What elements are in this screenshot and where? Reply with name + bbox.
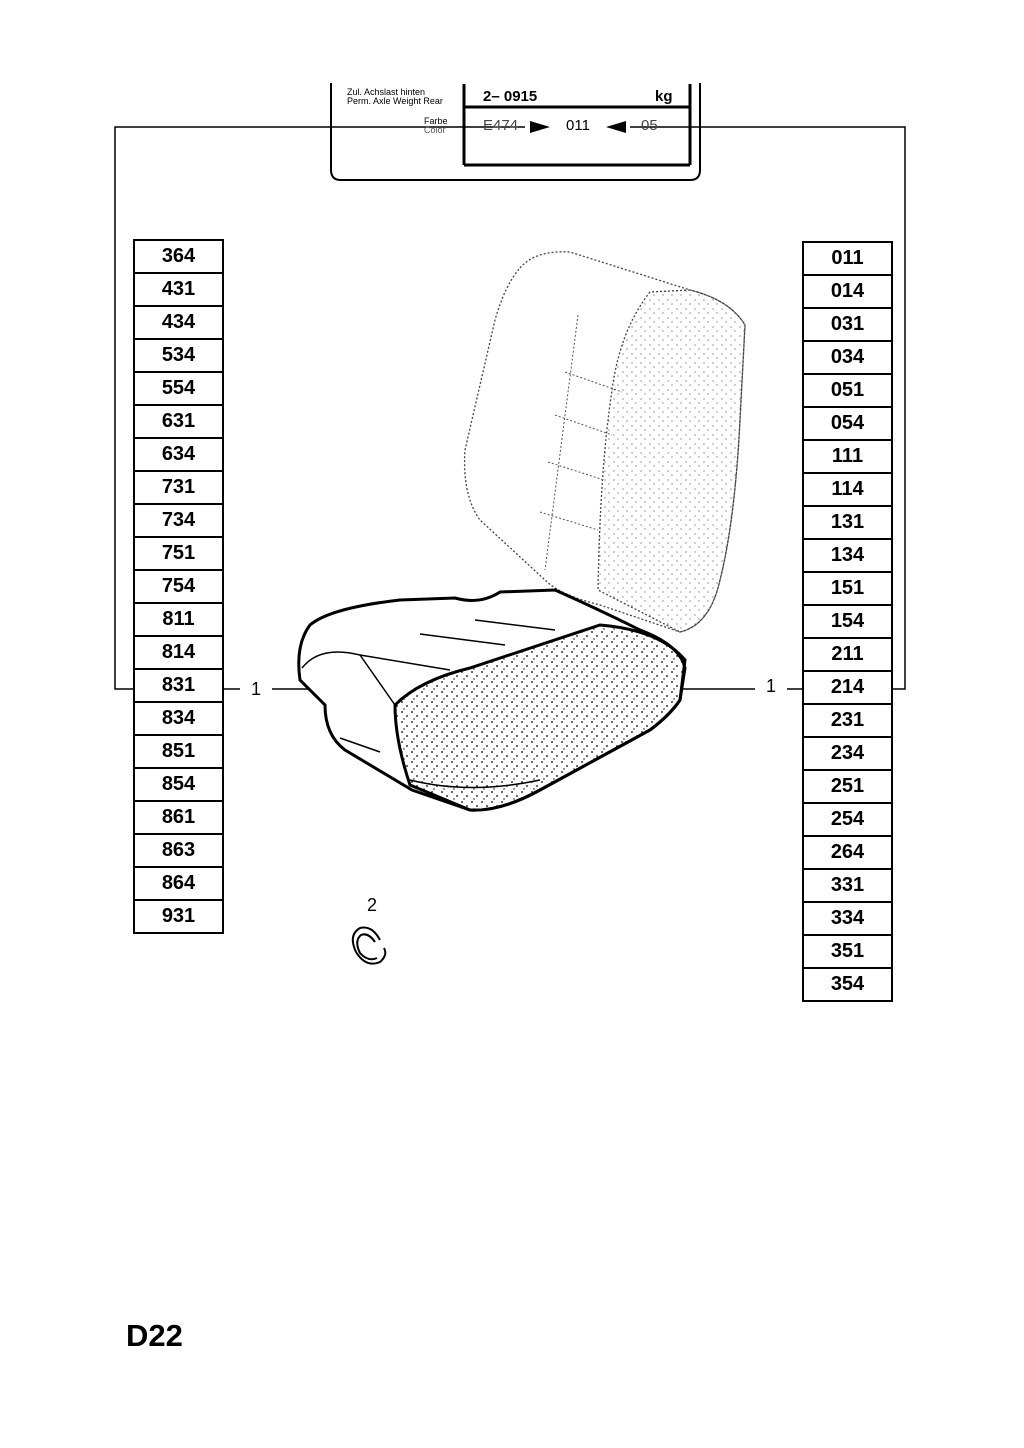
callout-left-ref: 1 [251,679,262,699]
code-cell: 231 [804,705,891,738]
code-cell: 214 [804,672,891,705]
page-id: D22 [126,1318,183,1353]
right-code-column [802,241,893,1002]
code-cell: 011 [804,243,891,276]
code-cell: 554 [135,373,222,406]
callout-right-ref: 1 [766,676,777,696]
code-cell: 834 [135,703,222,736]
code-cell: 354 [804,969,891,1002]
code-cell: 331 [804,870,891,903]
code-cell: 251 [804,771,891,804]
code-cell: 831 [135,670,222,703]
code-cell: 264 [804,837,891,870]
code-cell: 364 [135,241,222,274]
code-cell: 631 [135,406,222,439]
code-cell: 731 [135,472,222,505]
callout-clip-ref: 2 [367,895,378,915]
color-label-de: Farbe [424,116,448,126]
code-cell: 151 [804,573,891,606]
code-cell: 931 [135,901,222,934]
code-cell: 211 [804,639,891,672]
seat-backrest-icon [465,252,745,632]
code-cell: 754 [135,571,222,604]
code-cell: 051 [804,375,891,408]
color-code: 011 [566,117,590,134]
axle-weight-unit: kg [655,88,673,105]
code-cell: 864 [135,868,222,901]
code-cell: 734 [135,505,222,538]
axle-weight-value: 2– 0915 [483,88,538,105]
code-cell: 334 [804,903,891,936]
code-cell: 134 [804,540,891,573]
code-cell: 154 [804,606,891,639]
code-cell: 861 [135,802,222,835]
code-cell: 431 [135,274,222,307]
code-cell: 131 [804,507,891,540]
code-cell: 014 [804,276,891,309]
color-prefix: E474 [483,117,519,134]
color-suffix: 05 [641,117,658,134]
code-cell: 111 [804,441,891,474]
code-cell: 434 [135,307,222,340]
code-cell: 851 [135,736,222,769]
left-code-column [133,239,224,934]
code-cell: 634 [135,439,222,472]
seat-cushion-icon [299,590,685,810]
code-cell: 031 [804,309,891,342]
code-cell: 234 [804,738,891,771]
clip-ring-icon [353,928,386,964]
code-cell: 351 [804,936,891,969]
code-cell: 751 [135,538,222,571]
code-cell: 114 [804,474,891,507]
code-cell: 863 [135,835,222,868]
code-cell: 054 [804,408,891,441]
axle-label-en: Perm. Axle Weight Rear [347,96,443,106]
color-label-en: Color [424,125,446,135]
axle-label-de: Zul. Achslast hinten [347,87,426,97]
code-cell: 854 [135,769,222,802]
code-cell: 814 [135,637,222,670]
code-cell: 811 [135,604,222,637]
code-cell: 534 [135,340,222,373]
code-cell: 254 [804,804,891,837]
code-cell: 034 [804,342,891,375]
